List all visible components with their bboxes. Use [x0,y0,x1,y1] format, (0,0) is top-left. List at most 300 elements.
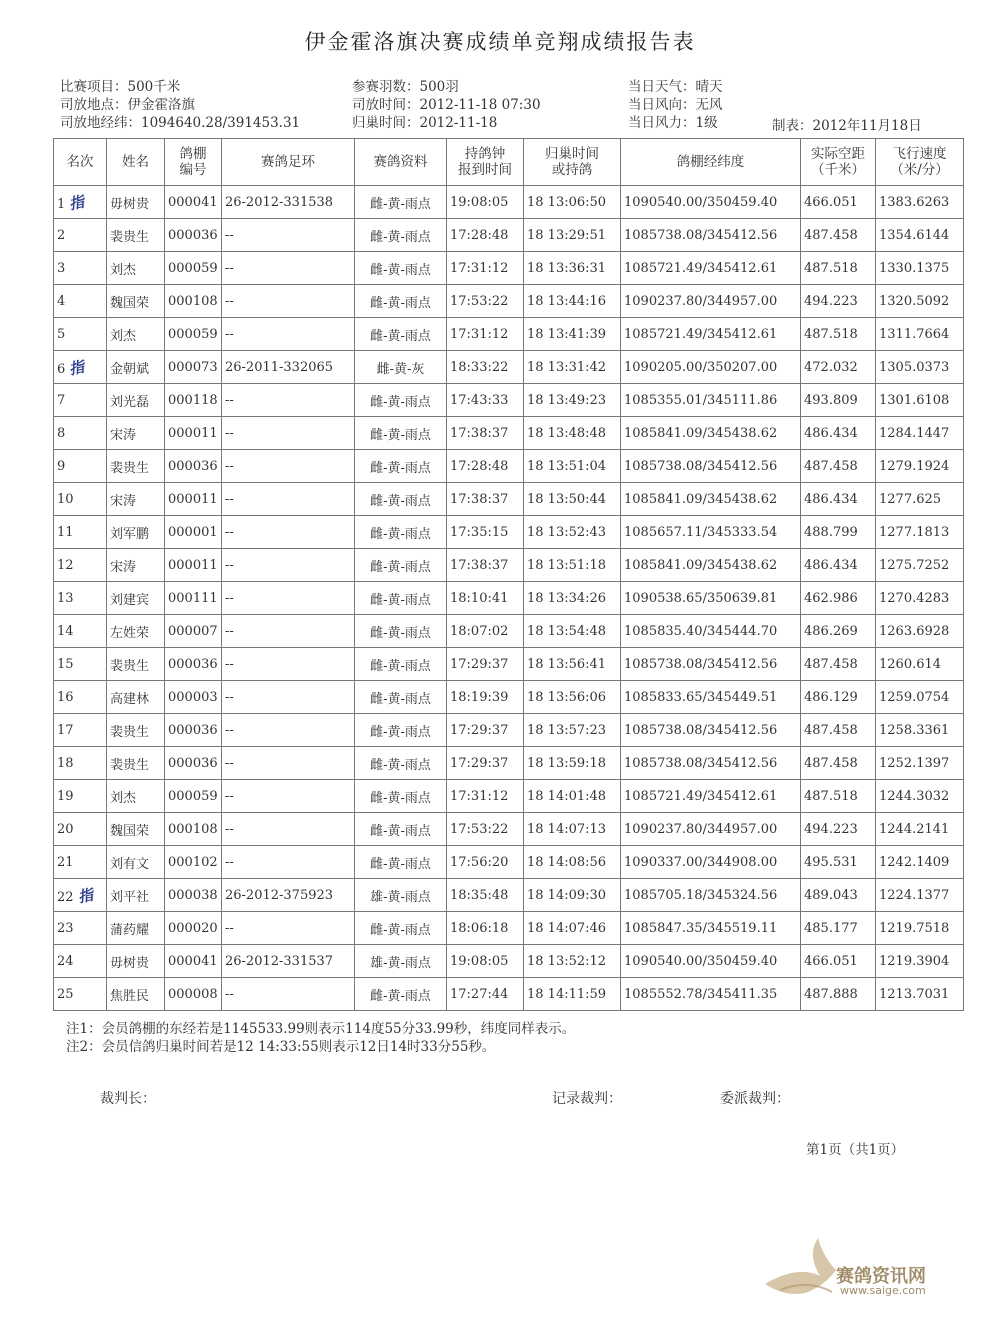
cell-speed: 1330.1375 [876,252,964,285]
cell-arrival: 18 13:44:16 [524,285,621,318]
cell-name: 魏国荣 [107,813,165,846]
cell-loft: 000059 [165,252,222,285]
cell-clock: 19:08:05 [447,186,524,219]
rank-number: 4 [57,293,66,309]
cell-rank [54,351,107,384]
table-row [54,714,964,747]
cell-rank [54,252,107,285]
cell-distance: 494.223 [801,813,876,846]
cell-loft: 000073 [165,351,222,384]
cell-loft: 000108 [165,813,222,846]
cell-name: 裴贵生 [107,714,165,747]
table-row [54,450,964,483]
cell-speed: 1354.6144 [876,219,964,252]
cell-ring: -- [222,582,355,615]
cell-arrival: 18 13:31:42 [524,351,621,384]
cell-speed: 1260.614 [876,648,964,681]
cell-name: 裴贵生 [107,747,165,780]
cell-ring: 26-2011-332065 [222,351,355,384]
cell-arrival: 18 13:41:39 [524,318,621,351]
tabulation-date: 制表：2012年11月18日 [772,118,922,134]
cell-distance: 486.434 [801,549,876,582]
cell-name: 高建林 [107,681,165,714]
column-header: 飞行速度 （米/分） [876,139,964,186]
rank-number: 12 [57,557,74,573]
cell-arrival: 18 13:56:06 [524,681,621,714]
cell-distance: 487.518 [801,252,876,285]
cell-name: 刘军鹏 [107,516,165,549]
column-header: 姓名 [107,139,165,186]
cell-coords: 1085738.08/345412.56 [621,648,801,681]
cell-clock: 17:53:22 [447,813,524,846]
cell-ring: -- [222,780,355,813]
cell-coords: 1085841.09/345438.62 [621,417,801,450]
cell-coords: 1085833.65/345449.51 [621,681,801,714]
cell-rank [54,219,107,252]
info-column-3 [628,78,723,132]
cell-speed: 1263.6928 [876,615,964,648]
cell-info: 雌-黄-雨点 [355,912,447,945]
cell-loft: 000036 [165,648,222,681]
cell-distance: 466.051 [801,945,876,978]
cell-info: 雌-黄-雨点 [355,747,447,780]
rank-number: 8 [57,425,66,441]
rank-number: 5 [57,326,66,342]
table-row [54,945,964,978]
cell-rank [54,780,107,813]
cell-coords: 1090237.80/344957.00 [621,285,801,318]
cell-loft: 000102 [165,846,222,879]
cell-loft: 000108 [165,285,222,318]
wind-direction: 当日风向：无风 [628,97,723,113]
cell-info: 雌-黄-雨点 [355,681,447,714]
cell-info: 雌-黄-雨点 [355,384,447,417]
cell-name: 刘杰 [107,780,165,813]
cell-arrival: 18 13:51:18 [524,549,621,582]
rank-number: 14 [57,623,74,639]
record-judge-label: 记录裁判： [552,1091,622,1107]
cell-name: 毋树贵 [107,945,165,978]
cell-name: 宋涛 [107,549,165,582]
assigned-judge-label: 委派裁判： [720,1091,790,1107]
cell-name: 刘平社 [107,879,165,912]
cell-clock: 18:10:41 [447,582,524,615]
table-row [54,912,964,945]
cell-rank [54,714,107,747]
cell-coords: 1085738.08/345412.56 [621,219,801,252]
table-row [54,285,964,318]
cell-clock: 17:31:12 [447,318,524,351]
cell-ring: 26-2012-331537 [222,945,355,978]
cell-loft: 000038 [165,879,222,912]
table-row [54,846,964,879]
cell-name: 刘杰 [107,252,165,285]
cell-speed: 1311.7664 [876,318,964,351]
cell-clock: 18:35:48 [447,879,524,912]
cell-ring: -- [222,648,355,681]
cell-speed: 1224.1377 [876,879,964,912]
cell-coords: 1085705.18/345324.56 [621,879,801,912]
cell-coords: 1085841.09/345438.62 [621,483,801,516]
cell-name: 焦胜民 [107,978,165,1011]
cell-arrival: 18 13:29:51 [524,219,621,252]
cell-name: 魏国荣 [107,285,165,318]
cell-name: 裴贵生 [107,219,165,252]
table-row [54,978,964,1011]
cell-clock: 17:27:44 [447,978,524,1011]
rank-number: 20 [57,821,74,837]
cell-ring: -- [222,813,355,846]
cell-distance: 495.531 [801,846,876,879]
table-row [54,318,964,351]
page-number: 第1页（共1页） [806,1142,905,1158]
cell-arrival: 18 13:56:41 [524,648,621,681]
cell-rank [54,549,107,582]
cell-speed: 1275.7252 [876,549,964,582]
cell-info: 雌-黄-雨点 [355,252,447,285]
cell-arrival: 18 13:34:26 [524,582,621,615]
column-header: 名次 [54,139,107,186]
cell-name: 蒲药耀 [107,912,165,945]
cell-distance: 487.888 [801,978,876,1011]
rank-number: 1 [57,196,66,212]
cell-rank [54,417,107,450]
table-row [54,549,964,582]
cell-arrival: 18 13:48:48 [524,417,621,450]
table-row [54,483,964,516]
cell-rank [54,978,107,1011]
cell-coords: 1090538.65/350639.81 [621,582,801,615]
cell-speed: 1244.2141 [876,813,964,846]
cell-rank [54,813,107,846]
handwritten-mark: 指 [67,192,87,213]
cell-clock: 17:28:48 [447,219,524,252]
cell-name: 宋涛 [107,417,165,450]
cell-clock: 17:43:33 [447,384,524,417]
report-title: 伊金霍洛旗决赛成绩单竞翔成绩报告表 [304,30,696,54]
cell-rank [54,483,107,516]
cell-arrival: 18 13:54:48 [524,615,621,648]
cell-rank [54,186,107,219]
cell-clock: 19:08:05 [447,945,524,978]
cell-loft: 000011 [165,417,222,450]
cell-clock: 17:31:12 [447,780,524,813]
cell-arrival: 18 13:52:43 [524,516,621,549]
cell-info: 雌-黄-雨点 [355,186,447,219]
rank-number: 7 [57,392,66,408]
table-row [54,681,964,714]
cell-coords: 1085721.49/345412.61 [621,780,801,813]
cell-name: 裴贵生 [107,648,165,681]
cell-info: 雌-黄-雨点 [355,318,447,351]
cell-speed: 1219.3904 [876,945,964,978]
cell-rank [54,318,107,351]
cell-coords: 1090337.00/344908.00 [621,846,801,879]
rank-number: 22 [57,889,74,905]
cell-ring: -- [222,615,355,648]
cell-clock: 17:29:37 [447,648,524,681]
cell-speed: 1279.1924 [876,450,964,483]
cell-speed: 1320.5092 [876,285,964,318]
cell-loft: 000118 [165,384,222,417]
cell-name: 刘杰 [107,318,165,351]
cell-ring: -- [222,846,355,879]
cell-ring: 26-2012-331538 [222,186,355,219]
cell-loft: 000008 [165,978,222,1011]
cell-distance: 493.809 [801,384,876,417]
rank-number: 17 [57,722,74,738]
cell-loft: 000041 [165,186,222,219]
rank-number: 25 [57,986,74,1002]
table-row [54,615,964,648]
cell-arrival: 18 13:57:23 [524,714,621,747]
table-row [54,252,964,285]
cell-coords: 1085657.11/345333.54 [621,516,801,549]
column-header: 鸽棚经纬度 [621,139,801,186]
cell-rank [54,912,107,945]
cell-ring: -- [222,417,355,450]
cell-distance: 487.458 [801,714,876,747]
cell-speed: 1252.1397 [876,747,964,780]
cell-clock: 18:07:02 [447,615,524,648]
notes [66,1020,575,1056]
cell-ring: -- [222,714,355,747]
cell-name: 刘建宾 [107,582,165,615]
cell-loft: 000036 [165,747,222,780]
cell-clock: 17:35:15 [447,516,524,549]
cell-coords: 1085841.09/345438.62 [621,549,801,582]
cell-coords: 1085835.40/345444.70 [621,615,801,648]
cell-ring: -- [222,318,355,351]
cell-arrival: 18 13:51:04 [524,450,621,483]
cell-clock: 18:33:22 [447,351,524,384]
cell-speed: 1383.6263 [876,186,964,219]
cell-ring: -- [222,747,355,780]
cell-info: 雌-黄-雨点 [355,813,447,846]
cell-info: 雌-黄-雨点 [355,714,447,747]
race-item: 比赛项目：500千米 [60,79,181,95]
cell-loft: 000059 [165,780,222,813]
handwritten-mark: 指 [67,357,87,378]
cell-distance: 472.032 [801,351,876,384]
rank-number: 13 [57,590,74,606]
cell-ring: -- [222,912,355,945]
cell-info: 雌-黄-雨点 [355,450,447,483]
cell-distance: 487.458 [801,648,876,681]
cell-coords: 1085738.08/345412.56 [621,714,801,747]
cell-distance: 487.458 [801,219,876,252]
cell-distance: 462.986 [801,582,876,615]
cell-rank [54,285,107,318]
column-header: 赛鸽资料 [355,139,447,186]
table-row [54,648,964,681]
cell-arrival: 18 13:59:18 [524,747,621,780]
cell-clock: 18:19:39 [447,681,524,714]
cell-loft: 000041 [165,945,222,978]
cell-distance: 486.434 [801,417,876,450]
cell-loft: 000059 [165,318,222,351]
cell-ring: -- [222,483,355,516]
table-row [54,417,964,450]
cell-name: 左姓荣 [107,615,165,648]
cell-loft: 000011 [165,483,222,516]
note-2: 注2：会员信鸽归巢时间若是12 14:33:55则表示12日14时33分55秒。 [66,1039,496,1055]
cell-arrival: 18 14:11:59 [524,978,621,1011]
cell-clock: 17:38:37 [447,483,524,516]
table-header-row [54,139,964,186]
table-row [54,747,964,780]
cell-name: 宋涛 [107,483,165,516]
rank-number: 2 [57,227,66,243]
cell-rank [54,879,107,912]
cell-rank [54,384,107,417]
cell-rank [54,747,107,780]
cell-arrival: 18 14:07:13 [524,813,621,846]
cell-arrival: 18 14:07:46 [524,912,621,945]
cell-clock: 18:06:18 [447,912,524,945]
cell-clock: 17:28:48 [447,450,524,483]
cell-distance: 487.458 [801,747,876,780]
table-row [54,879,964,912]
rank-number: 10 [57,491,74,507]
table-row [54,351,964,384]
cell-coords: 1085738.08/345412.56 [621,747,801,780]
cell-info: 雌-黄-雨点 [355,285,447,318]
cell-rank [54,516,107,549]
return-date: 归巢时间：2012-11-18 [352,115,498,131]
cell-coords: 1085355.01/345111.86 [621,384,801,417]
cell-rank [54,450,107,483]
cell-arrival: 18 14:01:48 [524,780,621,813]
cell-coords: 1090205.00/350207.00 [621,351,801,384]
cell-coords: 1085721.49/345412.61 [621,252,801,285]
watermark-site-name: 赛鸽资讯网 [836,1266,926,1287]
cell-distance: 487.518 [801,318,876,351]
column-header: 赛鸽足环 [222,139,355,186]
note-1: 注1：会员鸽棚的东经若是1145533.99则表示114度55分33.99秒，纬度同样表示。 [66,1021,576,1037]
cell-distance: 486.129 [801,681,876,714]
cell-ring: -- [222,681,355,714]
cell-clock: 17:53:22 [447,285,524,318]
rank-number: 6 [57,361,66,377]
cell-info: 雄-黄-雨点 [355,945,447,978]
rank-number: 18 [57,755,74,771]
cell-ring: -- [222,252,355,285]
cell-rank [54,648,107,681]
cell-distance: 486.269 [801,615,876,648]
rank-number: 16 [57,689,74,705]
cell-speed: 1270.4283 [876,582,964,615]
cell-speed: 1305.0373 [876,351,964,384]
cell-clock: 17:38:37 [447,417,524,450]
release-coordinates: 司放地经纬：1094640.28/391453.31 [60,115,301,131]
rank-number: 24 [57,953,74,969]
cell-coords: 1085552.78/345411.35 [621,978,801,1011]
cell-clock: 17:38:37 [447,549,524,582]
cell-arrival: 18 13:06:50 [524,186,621,219]
cell-info: 雌-黄-灰 [355,351,447,384]
cell-ring: 26-2012-375923 [222,879,355,912]
cell-info: 雌-黄-雨点 [355,780,447,813]
cell-speed: 1284.1447 [876,417,964,450]
cell-name: 金朝斌 [107,351,165,384]
cell-coords: 1085738.08/345412.56 [621,450,801,483]
cell-info: 雌-黄-雨点 [355,417,447,450]
cell-info: 雌-黄-雨点 [355,483,447,516]
rank-number: 9 [57,458,66,474]
cell-info: 雌-黄-雨点 [355,549,447,582]
cell-speed: 1242.1409 [876,846,964,879]
rank-number: 19 [57,788,74,804]
cell-info: 雌-黄-雨点 [355,582,447,615]
table-row [54,780,964,813]
table-row [54,516,964,549]
rank-number: 23 [57,920,74,936]
cell-speed: 1259.0754 [876,681,964,714]
wind-force: 当日风力：1级 [628,115,718,131]
cell-distance: 487.458 [801,450,876,483]
cell-rank [54,945,107,978]
table-row [54,384,964,417]
cell-rank [54,846,107,879]
cell-arrival: 18 13:36:31 [524,252,621,285]
cell-ring: -- [222,285,355,318]
cell-loft: 000036 [165,219,222,252]
cell-arrival: 18 14:08:56 [524,846,621,879]
cell-arrival: 18 13:52:12 [524,945,621,978]
cell-speed: 1258.3361 [876,714,964,747]
cell-info: 雌-黄-雨点 [355,978,447,1011]
cell-rank [54,582,107,615]
cell-rank [54,615,107,648]
cell-speed: 1277.625 [876,483,964,516]
cell-loft: 000036 [165,714,222,747]
cell-ring: -- [222,450,355,483]
handwritten-mark: 指 [75,885,95,906]
cell-speed: 1244.3032 [876,780,964,813]
cell-loft: 000020 [165,912,222,945]
cell-ring: -- [222,549,355,582]
cell-loft: 000036 [165,450,222,483]
cell-loft: 000111 [165,582,222,615]
cell-clock: 17:29:37 [447,747,524,780]
cell-rank [54,681,107,714]
cell-arrival: 18 13:50:44 [524,483,621,516]
cell-name: 裴贵生 [107,450,165,483]
cell-coords: 1090540.00/350459.40 [621,945,801,978]
chief-judge-label: 裁判长： [100,1091,156,1107]
watermark-url: www.saige.com [840,1284,926,1297]
results-body [54,186,964,1011]
cell-distance: 486.434 [801,483,876,516]
cell-speed: 1301.6108 [876,384,964,417]
cell-speed: 1219.7518 [876,912,964,945]
cell-info: 雌-黄-雨点 [355,516,447,549]
rank-number: 15 [57,656,74,672]
cell-clock: 17:29:37 [447,714,524,747]
release-time: 司放时间：2012-11-18 07:30 [352,97,541,113]
results-table [53,138,964,1011]
info-column-1 [60,78,300,132]
cell-distance: 489.043 [801,879,876,912]
cell-ring: -- [222,219,355,252]
cell-info: 雌-黄-雨点 [355,615,447,648]
cell-info: 雌-黄-雨点 [355,219,447,252]
entry-count: 参赛羽数：500羽 [352,79,459,95]
info-column-2 [352,78,541,132]
cell-loft: 000001 [165,516,222,549]
column-header: 实际空距 （千米） [801,139,876,186]
